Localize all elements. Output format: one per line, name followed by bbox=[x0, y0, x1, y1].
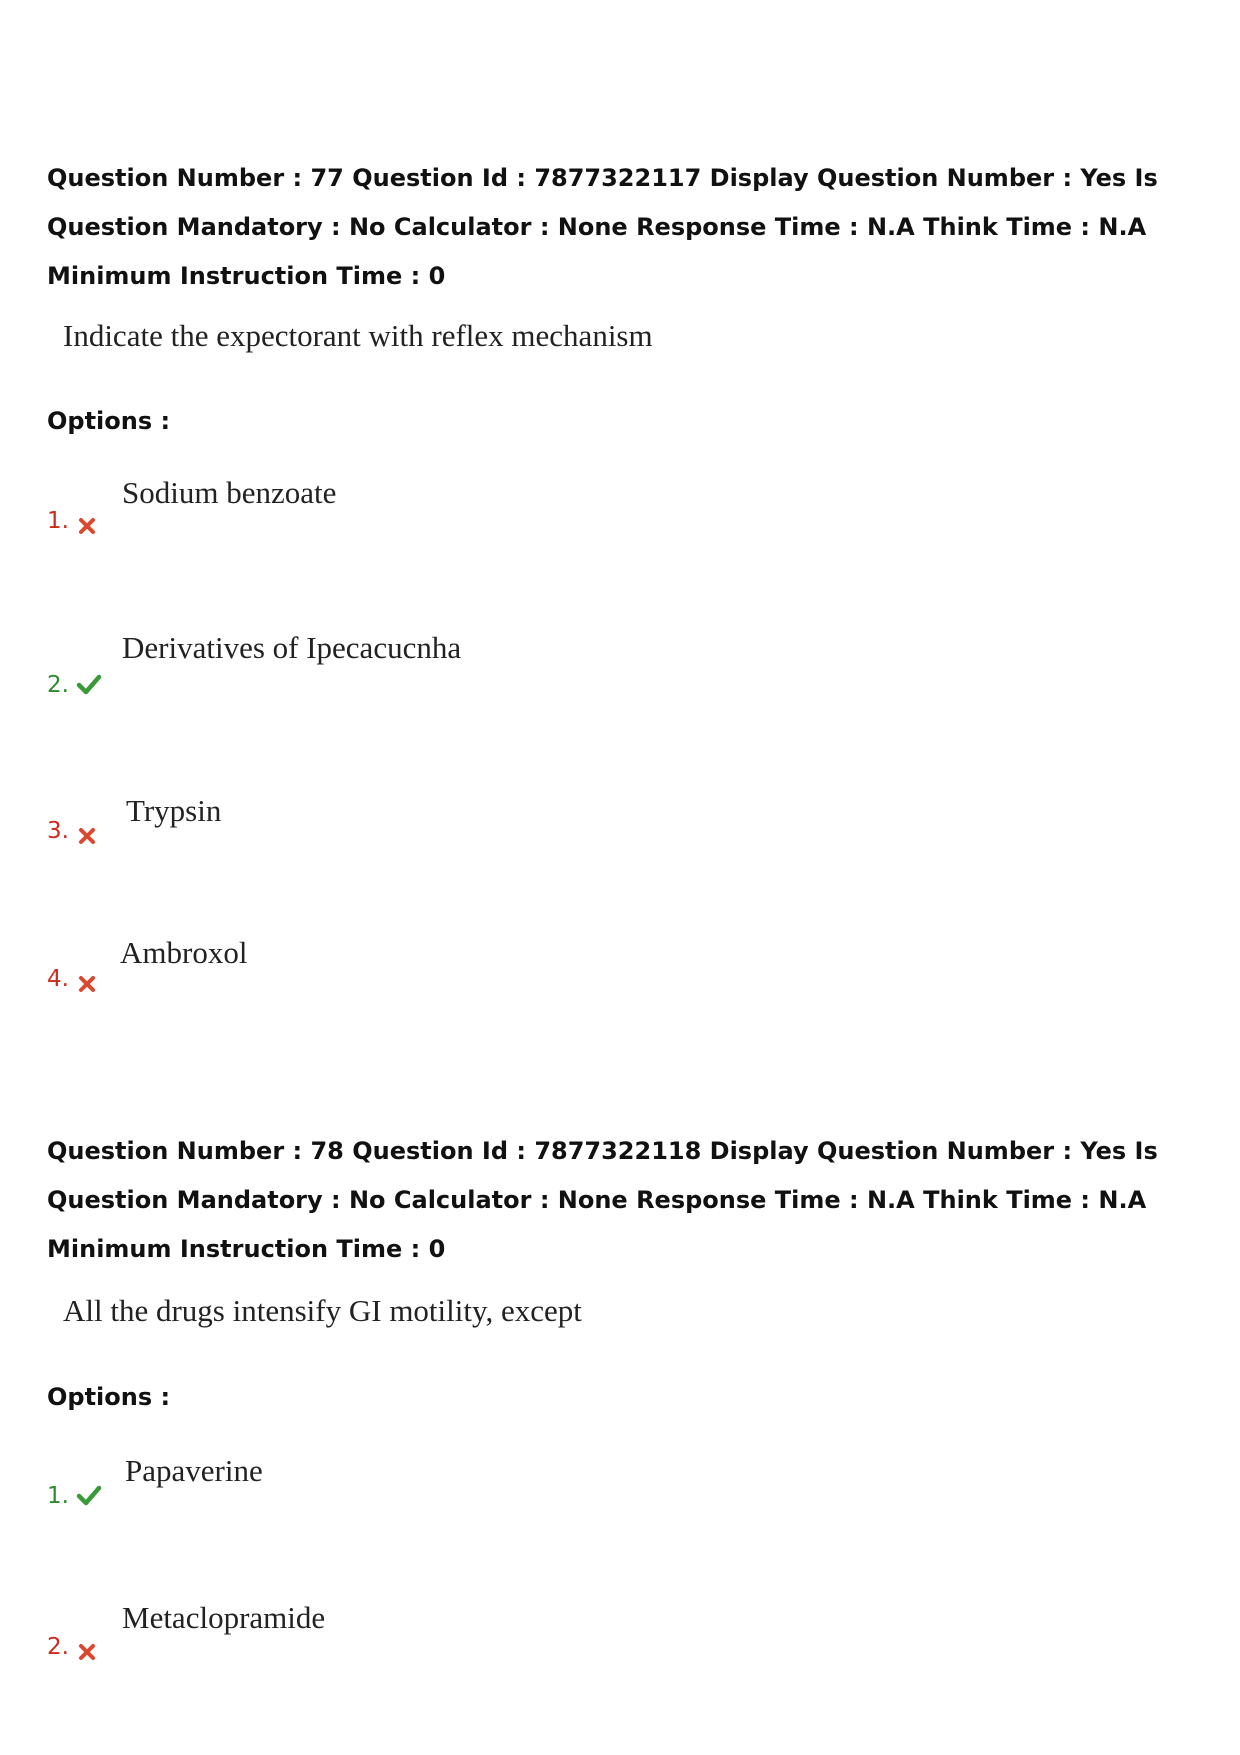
option-2[interactable] bbox=[0, 630, 1240, 710]
cross-icon bbox=[76, 973, 98, 995]
option-number: 3. bbox=[47, 818, 69, 844]
check-icon bbox=[76, 1484, 102, 1506]
option-text: Trypsin bbox=[126, 793, 222, 828]
check-icon bbox=[76, 673, 102, 695]
question-meta: Question Number : 77 Question Id : 7877322117 Display Question Number : Yes Is Question Mandatory : No Calculator : None Response Time : N.A Think Time : N.A Minimum Instruction Time : 0 bbox=[47, 164, 1158, 290]
cross-icon bbox=[76, 825, 98, 847]
option-1[interactable] bbox=[0, 1453, 1240, 1533]
option-number: 2. bbox=[47, 672, 69, 698]
question-text: Indicate the expectorant with reflex mechanism bbox=[63, 318, 653, 353]
option-1[interactable] bbox=[0, 475, 1240, 555]
option-3[interactable] bbox=[0, 793, 1240, 873]
cross-icon bbox=[76, 1641, 98, 1663]
option-4[interactable] bbox=[0, 935, 1240, 1015]
question-text: All the drugs intensify GI motility, except bbox=[63, 1293, 582, 1328]
option-text: Papaverine bbox=[125, 1453, 263, 1488]
options-heading: Options : bbox=[47, 1383, 171, 1411]
option-number: 1. bbox=[47, 1483, 69, 1509]
option-text: Ambroxol bbox=[120, 935, 248, 970]
option-text: Derivatives of Ipecacucnha bbox=[122, 630, 462, 665]
option-text: Metaclopramide bbox=[122, 1600, 326, 1635]
option-number: 2. bbox=[47, 1634, 69, 1660]
question-meta: Question Number : 78 Question Id : 7877322118 Display Question Number : Yes Is Question Mandatory : No Calculator : None Response Time : N.A Think Time : N.A Minimum Instruction Time : 0 bbox=[47, 1137, 1158, 1263]
options-heading: Options : bbox=[47, 407, 171, 435]
option-2[interactable] bbox=[0, 1600, 1240, 1680]
option-text: Sodium benzoate bbox=[122, 475, 337, 510]
option-number: 1. bbox=[47, 508, 69, 534]
option-number: 4. bbox=[47, 966, 69, 992]
cross-icon bbox=[76, 515, 98, 537]
